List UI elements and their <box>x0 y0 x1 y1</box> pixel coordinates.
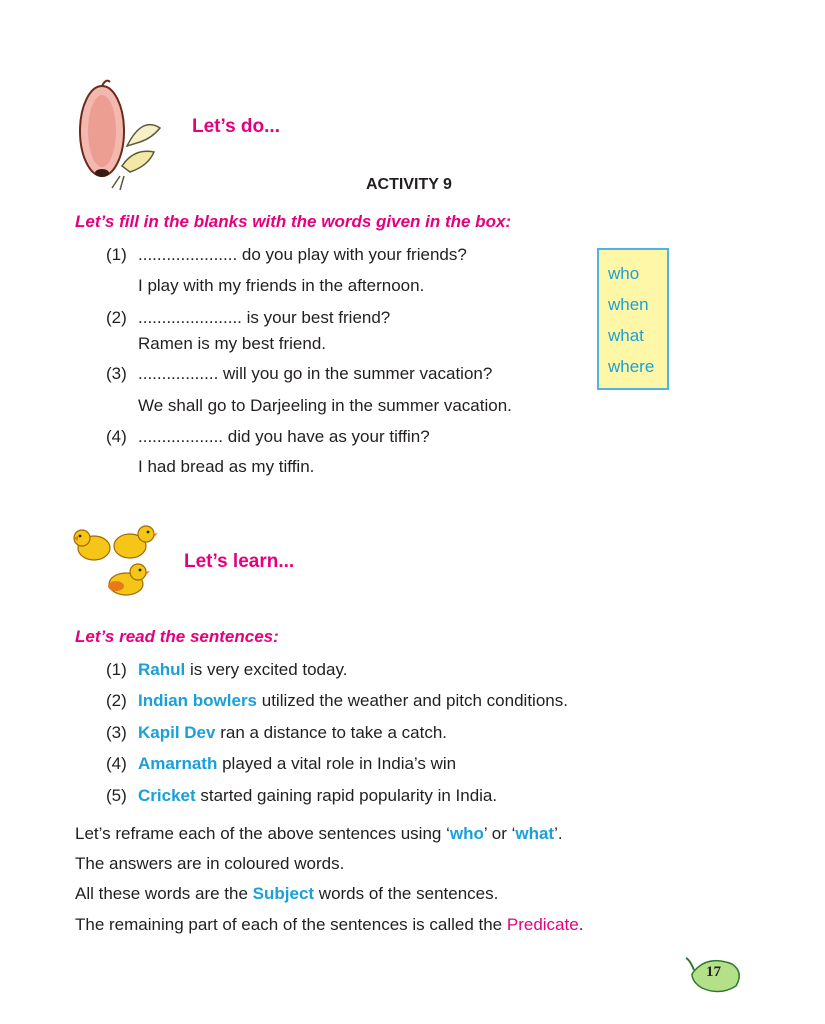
word-box-item: where <box>608 357 655 376</box>
paragraph-reframe: Let’s reframe each of the above sentences using ‘who’ or ‘what’. <box>75 824 563 843</box>
question-4: (4) .................. did you have as your tiffin? <box>106 427 430 446</box>
lets-do-heading: Let’s do... <box>192 116 280 137</box>
fill-blanks-instruction: Let’s fill in the blanks with the words given in the box: <box>75 212 512 231</box>
answer-4: I had bread as my tiffin. <box>138 457 315 476</box>
sentence-1: (1) Rahul is very excited today. <box>106 660 348 679</box>
lets-learn-heading: Let’s learn... <box>184 551 295 572</box>
subject-word: Kapil Dev <box>138 723 216 742</box>
paragraph-predicate: The remaining part of each of the sentences is called the Predicate. <box>75 915 584 934</box>
read-sentences-instruction: Let’s read the sentences: <box>75 627 279 646</box>
sentence-5: (5) Cricket started gaining rapid popularity in India. <box>106 786 498 805</box>
question-2: (2) ...................... is your best friend? <box>106 308 391 327</box>
subject-word: Rahul <box>138 660 186 679</box>
sentence-2: (2) Indian bowlers utilized the weather and pitch conditions. <box>106 691 568 710</box>
subject-word: Cricket <box>138 786 196 805</box>
sentence-3: (3) Kapil Dev ran a distance to take a catch. <box>106 723 448 742</box>
chicks-illustration <box>72 520 177 602</box>
activity-title: ACTIVITY 9 <box>366 176 452 193</box>
answer-2: Ramen is my best friend. <box>138 334 327 353</box>
subject-word: Amarnath <box>138 754 218 773</box>
word-box-item: when <box>608 295 649 314</box>
question-1: (1) ..................... do you play with your friends? <box>106 245 467 264</box>
pot-and-bird-illustration <box>72 76 177 194</box>
question-3: (3) ................. will you go in the summer vacation? <box>106 364 493 383</box>
answer-1: I play with my friends in the afternoon. <box>138 276 425 295</box>
word-box <box>597 248 669 390</box>
sentence-4: (4) Amarnath played a vital role in India’s win <box>106 754 457 773</box>
word-box-item: what <box>608 326 644 345</box>
paragraph-answers: The answers are in coloured words. <box>75 854 345 873</box>
page-number: 17 <box>706 964 721 980</box>
subject-word: Indian bowlers <box>138 691 258 710</box>
answer-3: We shall go to Darjeeling in the summer vacation. <box>138 396 512 415</box>
word-box-item: who <box>608 264 640 283</box>
paragraph-subject: All these words are the Subject words of the sentences. <box>75 884 499 903</box>
